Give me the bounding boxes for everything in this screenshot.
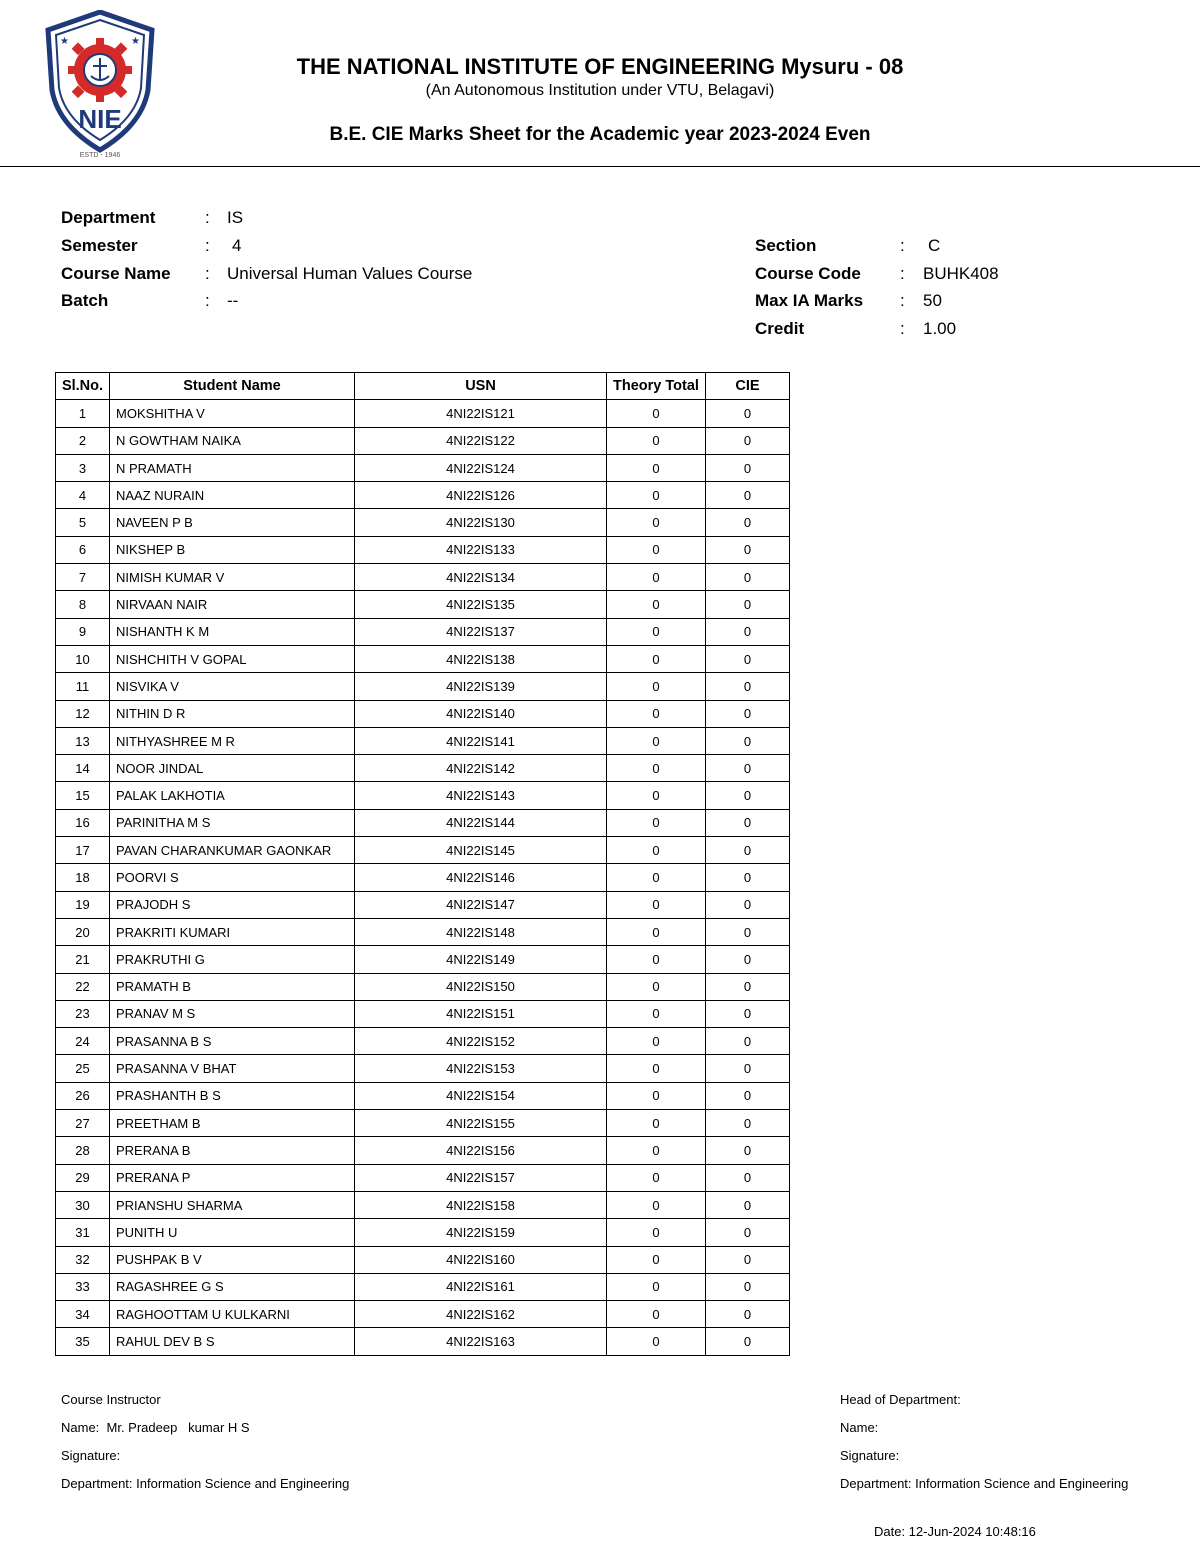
svg-text:★: ★	[131, 36, 140, 47]
table-row	[56, 618, 790, 645]
cell-theory-total: 0	[607, 1055, 706, 1082]
cell-theory-total: 0	[607, 1137, 706, 1164]
table-row	[56, 591, 790, 618]
cell-cie: 0	[706, 1055, 790, 1082]
cell-usn: 4NI22IS160	[355, 1246, 607, 1273]
cell-student-name: NIKSHEP B	[110, 536, 355, 563]
table-row	[56, 1246, 790, 1273]
hod-block	[840, 1386, 1180, 1498]
cell-slno: 9	[56, 618, 110, 645]
print-date: Date: 12-Jun-2024 10:48:16	[874, 1524, 1036, 1539]
cell-student-name: PRASHANTH B S	[110, 1082, 355, 1109]
cell-cie: 0	[706, 1000, 790, 1027]
marks-table-body	[56, 400, 790, 1355]
cell-usn: 4NI22IS157	[355, 1164, 607, 1191]
cell-theory-total: 0	[607, 618, 706, 645]
cell-student-name: NAVEEN P B	[110, 509, 355, 536]
header-theory-total: Theory Total	[607, 373, 706, 400]
credit-label: Credit	[755, 319, 805, 338]
hod-heading: Head of Department:	[840, 1392, 961, 1407]
cell-theory-total: 0	[607, 673, 706, 700]
cell-student-name: PRERANA B	[110, 1137, 355, 1164]
table-row	[56, 1219, 790, 1246]
table-row	[56, 1164, 790, 1191]
cell-student-name: RAGHOOTTAM U KULKARNI	[110, 1301, 355, 1328]
cell-theory-total: 0	[607, 809, 706, 836]
cell-usn: 4NI22IS158	[355, 1191, 607, 1218]
cell-usn: 4NI22IS134	[355, 564, 607, 591]
table-header-row	[56, 373, 790, 400]
cell-slno: 29	[56, 1164, 110, 1191]
cell-student-name: PUNITH U	[110, 1219, 355, 1246]
cell-usn: 4NI22IS153	[355, 1055, 607, 1082]
cell-theory-total: 0	[607, 727, 706, 754]
cell-slno: 12	[56, 700, 110, 727]
cell-usn: 4NI22IS124	[355, 454, 607, 481]
cell-slno: 8	[56, 591, 110, 618]
table-row	[56, 536, 790, 563]
table-row	[56, 673, 790, 700]
cell-usn: 4NI22IS156	[355, 1137, 607, 1164]
instructor-name: Name: Mr. Pradeep kumar H S	[61, 1420, 250, 1435]
table-row	[56, 837, 790, 864]
cell-cie: 0	[706, 1164, 790, 1191]
cell-slno: 27	[56, 1110, 110, 1137]
cell-theory-total: 0	[607, 400, 706, 427]
cell-cie: 0	[706, 837, 790, 864]
cell-cie: 0	[706, 700, 790, 727]
cell-student-name: PRIANSHU SHARMA	[110, 1191, 355, 1218]
table-row	[56, 1137, 790, 1164]
table-row	[56, 482, 790, 509]
department-value: IS	[227, 208, 244, 227]
cell-usn: 4NI22IS148	[355, 918, 607, 945]
table-row	[56, 454, 790, 481]
cell-theory-total: 0	[607, 427, 706, 454]
svg-text:★: ★	[60, 36, 69, 47]
cell-theory-total: 0	[607, 1164, 706, 1191]
header-slno: Sl.No.	[56, 373, 110, 400]
instructor-block	[61, 1386, 481, 1498]
cell-student-name: POORVI S	[110, 864, 355, 891]
cell-usn: 4NI22IS135	[355, 591, 607, 618]
table-row	[56, 755, 790, 782]
table-row	[56, 1082, 790, 1109]
cell-usn: 4NI22IS154	[355, 1082, 607, 1109]
cell-student-name: NISHANTH K M	[110, 618, 355, 645]
cell-theory-total: 0	[607, 782, 706, 809]
cell-slno: 19	[56, 891, 110, 918]
info-course-row: Course Name : Universal Human Values Course Course Code : BUHK408	[0, 261, 1200, 287]
header-usn: USN	[355, 373, 607, 400]
cell-usn: 4NI22IS144	[355, 809, 607, 836]
logo-text: NIE	[78, 104, 122, 134]
cell-theory-total: 0	[607, 1219, 706, 1246]
cell-cie: 0	[706, 1301, 790, 1328]
table-row	[56, 1191, 790, 1218]
cell-slno: 22	[56, 973, 110, 1000]
cell-slno: 6	[56, 536, 110, 563]
table-row	[56, 427, 790, 454]
cell-theory-total: 0	[607, 1028, 706, 1055]
cell-cie: 0	[706, 973, 790, 1000]
cell-usn: 4NI22IS138	[355, 645, 607, 672]
cell-cie: 0	[706, 454, 790, 481]
cell-usn: 4NI22IS126	[355, 482, 607, 509]
cell-cie: 0	[706, 1246, 790, 1273]
cell-cie: 0	[706, 618, 790, 645]
cell-usn: 4NI22IS139	[355, 673, 607, 700]
cell-slno: 15	[56, 782, 110, 809]
cell-cie: 0	[706, 1082, 790, 1109]
cell-usn: 4NI22IS149	[355, 946, 607, 973]
cell-student-name: PRAKRUTHI G	[110, 946, 355, 973]
table-row	[56, 509, 790, 536]
cell-usn: 4NI22IS141	[355, 727, 607, 754]
cell-student-name: PRANAV M S	[110, 1000, 355, 1027]
cell-student-name: N PRAMATH	[110, 454, 355, 481]
cell-cie: 0	[706, 782, 790, 809]
cell-student-name: NISHCHITH V GOPAL	[110, 645, 355, 672]
cell-cie: 0	[706, 891, 790, 918]
cell-student-name: NIRVAAN NAIR	[110, 591, 355, 618]
logo-estd: ESTD - 1946	[79, 152, 121, 159]
cell-slno: 30	[56, 1191, 110, 1218]
semester-value: 4	[232, 236, 242, 255]
cell-cie: 0	[706, 400, 790, 427]
table-row	[56, 400, 790, 427]
cell-cie: 0	[706, 427, 790, 454]
table-row	[56, 918, 790, 945]
cell-slno: 25	[56, 1055, 110, 1082]
info-department: Department : IS	[0, 205, 1200, 231]
cell-slno: 20	[56, 918, 110, 945]
cell-slno: 4	[56, 482, 110, 509]
cell-student-name: NISVIKA V	[110, 673, 355, 700]
cell-slno: 21	[56, 946, 110, 973]
cell-cie: 0	[706, 482, 790, 509]
cell-slno: 1	[56, 400, 110, 427]
cell-theory-total: 0	[607, 1082, 706, 1109]
cell-slno: 35	[56, 1328, 110, 1355]
cell-cie: 0	[706, 564, 790, 591]
cell-usn: 4NI22IS159	[355, 1219, 607, 1246]
cell-cie: 0	[706, 1137, 790, 1164]
cell-theory-total: 0	[607, 1273, 706, 1300]
cell-cie: 0	[706, 1110, 790, 1137]
cell-theory-total: 0	[607, 973, 706, 1000]
cell-student-name: PALAK LAKHOTIA	[110, 782, 355, 809]
cell-usn: 4NI22IS121	[355, 400, 607, 427]
cell-cie: 0	[706, 755, 790, 782]
cell-slno: 33	[56, 1273, 110, 1300]
cell-slno: 17	[56, 837, 110, 864]
cell-student-name: PARINITHA M S	[110, 809, 355, 836]
sheet-title: B.E. CIE Marks Sheet for the Academic year 2023-2024 Even	[329, 124, 871, 145]
header-divider	[0, 166, 1200, 167]
cell-student-name: NIMISH KUMAR V	[110, 564, 355, 591]
cell-usn: 4NI22IS122	[355, 427, 607, 454]
cell-student-name: NITHYASHREE M R	[110, 727, 355, 754]
table-row	[56, 1028, 790, 1055]
cell-usn: 4NI22IS147	[355, 891, 607, 918]
cell-student-name: MOKSHITHA V	[110, 400, 355, 427]
cell-theory-total: 0	[607, 700, 706, 727]
department-label: Department	[61, 208, 156, 227]
cell-cie: 0	[706, 918, 790, 945]
cell-theory-total: 0	[607, 482, 706, 509]
table-row	[56, 1328, 790, 1355]
cell-student-name: PRASANNA B S	[110, 1028, 355, 1055]
cell-slno: 18	[56, 864, 110, 891]
cell-slno: 13	[56, 727, 110, 754]
cell-cie: 0	[706, 591, 790, 618]
cell-slno: 3	[56, 454, 110, 481]
course-code-value: BUHK408	[923, 264, 999, 283]
table-row	[56, 727, 790, 754]
cell-cie: 0	[706, 509, 790, 536]
section-value: C	[928, 236, 941, 255]
table-row	[56, 973, 790, 1000]
cell-slno: 16	[56, 809, 110, 836]
cell-usn: 4NI22IS133	[355, 536, 607, 563]
cell-usn: 4NI22IS137	[355, 618, 607, 645]
cell-slno: 28	[56, 1137, 110, 1164]
table-row	[56, 1301, 790, 1328]
cell-theory-total: 0	[607, 454, 706, 481]
cell-student-name: RAHUL DEV B S	[110, 1328, 355, 1355]
cell-usn: 4NI22IS163	[355, 1328, 607, 1355]
cell-cie: 0	[706, 673, 790, 700]
cell-usn: 4NI22IS161	[355, 1273, 607, 1300]
cell-slno: 23	[56, 1000, 110, 1027]
cell-theory-total: 0	[607, 1000, 706, 1027]
instructor-heading: Course Instructor	[61, 1392, 161, 1407]
cell-theory-total: 0	[607, 755, 706, 782]
instructor-department: Department: Information Science and Engineering	[61, 1476, 350, 1491]
cell-cie: 0	[706, 1328, 790, 1355]
header-student-name: Student Name	[110, 373, 355, 400]
table-row	[56, 1055, 790, 1082]
cell-theory-total: 0	[607, 509, 706, 536]
cell-cie: 0	[706, 645, 790, 672]
cell-usn: 4NI22IS151	[355, 1000, 607, 1027]
marks-table	[55, 372, 790, 1356]
table-row	[56, 700, 790, 727]
table-row	[56, 564, 790, 591]
cell-slno: 2	[56, 427, 110, 454]
cell-theory-total: 0	[607, 1246, 706, 1273]
cell-usn: 4NI22IS152	[355, 1028, 607, 1055]
cell-student-name: PRAMATH B	[110, 973, 355, 1000]
cell-slno: 26	[56, 1082, 110, 1109]
cell-student-name: RAGASHREE G S	[110, 1273, 355, 1300]
institute-title: THE NATIONAL INSTITUTE OF ENGINEERING Mysuru - 08	[296, 54, 904, 79]
batch-value: --	[227, 291, 239, 310]
cell-slno: 11	[56, 673, 110, 700]
semester-label: Semester	[61, 236, 138, 255]
header-cie: CIE	[706, 373, 790, 400]
info-semester-row: Semester : 4 Section : C	[0, 233, 1200, 259]
institute-subtitle: (An Autonomous Institution under VTU, Belagavi)	[425, 82, 775, 99]
course-name-label: Course Name	[61, 264, 171, 283]
cell-slno: 7	[56, 564, 110, 591]
cell-theory-total: 0	[607, 864, 706, 891]
cell-student-name: NAAZ NURAIN	[110, 482, 355, 509]
cell-usn: 4NI22IS130	[355, 509, 607, 536]
hod-name: Name:	[840, 1420, 879, 1435]
max-ia-value: 50	[923, 291, 942, 310]
info-credit-row: Credit : 1.00	[0, 316, 1200, 342]
cell-cie: 0	[706, 864, 790, 891]
table-row	[56, 946, 790, 973]
cell-cie: 0	[706, 1273, 790, 1300]
cell-student-name: NOOR JINDAL	[110, 755, 355, 782]
cell-theory-total: 0	[607, 536, 706, 563]
cell-slno: 31	[56, 1219, 110, 1246]
cell-theory-total: 0	[607, 591, 706, 618]
table-row	[56, 1110, 790, 1137]
cell-student-name: PAVAN CHARANKUMAR GAONKAR	[110, 837, 355, 864]
cell-usn: 4NI22IS145	[355, 837, 607, 864]
section-label: Section	[755, 236, 817, 255]
table-row	[56, 1000, 790, 1027]
hod-signature: Signature:	[840, 1448, 900, 1463]
cell-student-name: PRERANA P	[110, 1164, 355, 1191]
cell-cie: 0	[706, 727, 790, 754]
table-row	[56, 782, 790, 809]
cell-student-name: PREETHAM B	[110, 1110, 355, 1137]
cell-usn: 4NI22IS162	[355, 1301, 607, 1328]
course-code-label: Course Code	[755, 264, 861, 283]
cell-theory-total: 0	[607, 918, 706, 945]
cell-usn: 4NI22IS155	[355, 1110, 607, 1137]
cell-slno: 10	[56, 645, 110, 672]
cell-student-name: PUSHPAK B V	[110, 1246, 355, 1273]
cell-cie: 0	[706, 1028, 790, 1055]
cell-cie: 0	[706, 536, 790, 563]
max-ia-label: Max IA Marks	[755, 291, 864, 310]
cell-usn: 4NI22IS146	[355, 864, 607, 891]
cell-cie: 0	[706, 1191, 790, 1218]
cell-cie: 0	[706, 946, 790, 973]
cell-cie: 0	[706, 809, 790, 836]
instructor-signature: Signature:	[61, 1448, 121, 1463]
cell-theory-total: 0	[607, 946, 706, 973]
table-row	[56, 645, 790, 672]
cell-slno: 14	[56, 755, 110, 782]
cell-theory-total: 0	[607, 1110, 706, 1137]
table-row	[56, 809, 790, 836]
batch-label: Batch	[61, 291, 109, 310]
cell-student-name: NITHIN D R	[110, 700, 355, 727]
cell-student-name: PRASANNA V BHAT	[110, 1055, 355, 1082]
cell-usn: 4NI22IS143	[355, 782, 607, 809]
cell-usn: 4NI22IS142	[355, 755, 607, 782]
cell-slno: 5	[56, 509, 110, 536]
cell-student-name: PRAJODH S	[110, 891, 355, 918]
cell-student-name: N GOWTHAM NAIKA	[110, 427, 355, 454]
table-row	[56, 1273, 790, 1300]
credit-value: 1.00	[923, 319, 957, 338]
cell-usn: 4NI22IS150	[355, 973, 607, 1000]
hod-department: Department: Information Science and Engineering	[840, 1476, 1129, 1491]
cell-student-name: PRAKRITI KUMARI	[110, 918, 355, 945]
cell-cie: 0	[706, 1219, 790, 1246]
cell-slno: 34	[56, 1301, 110, 1328]
course-name-value: Universal Human Values Course	[227, 264, 473, 283]
table-row	[56, 891, 790, 918]
cell-theory-total: 0	[607, 564, 706, 591]
cell-theory-total: 0	[607, 645, 706, 672]
info-batch-row: Batch : -- Max IA Marks : 50	[0, 288, 1200, 314]
cell-usn: 4NI22IS140	[355, 700, 607, 727]
cell-theory-total: 0	[607, 891, 706, 918]
cell-theory-total: 0	[607, 1328, 706, 1355]
cell-theory-total: 0	[607, 1301, 706, 1328]
cell-theory-total: 0	[607, 1191, 706, 1218]
cell-slno: 24	[56, 1028, 110, 1055]
cell-slno: 32	[56, 1246, 110, 1273]
table-row	[56, 864, 790, 891]
cell-theory-total: 0	[607, 837, 706, 864]
